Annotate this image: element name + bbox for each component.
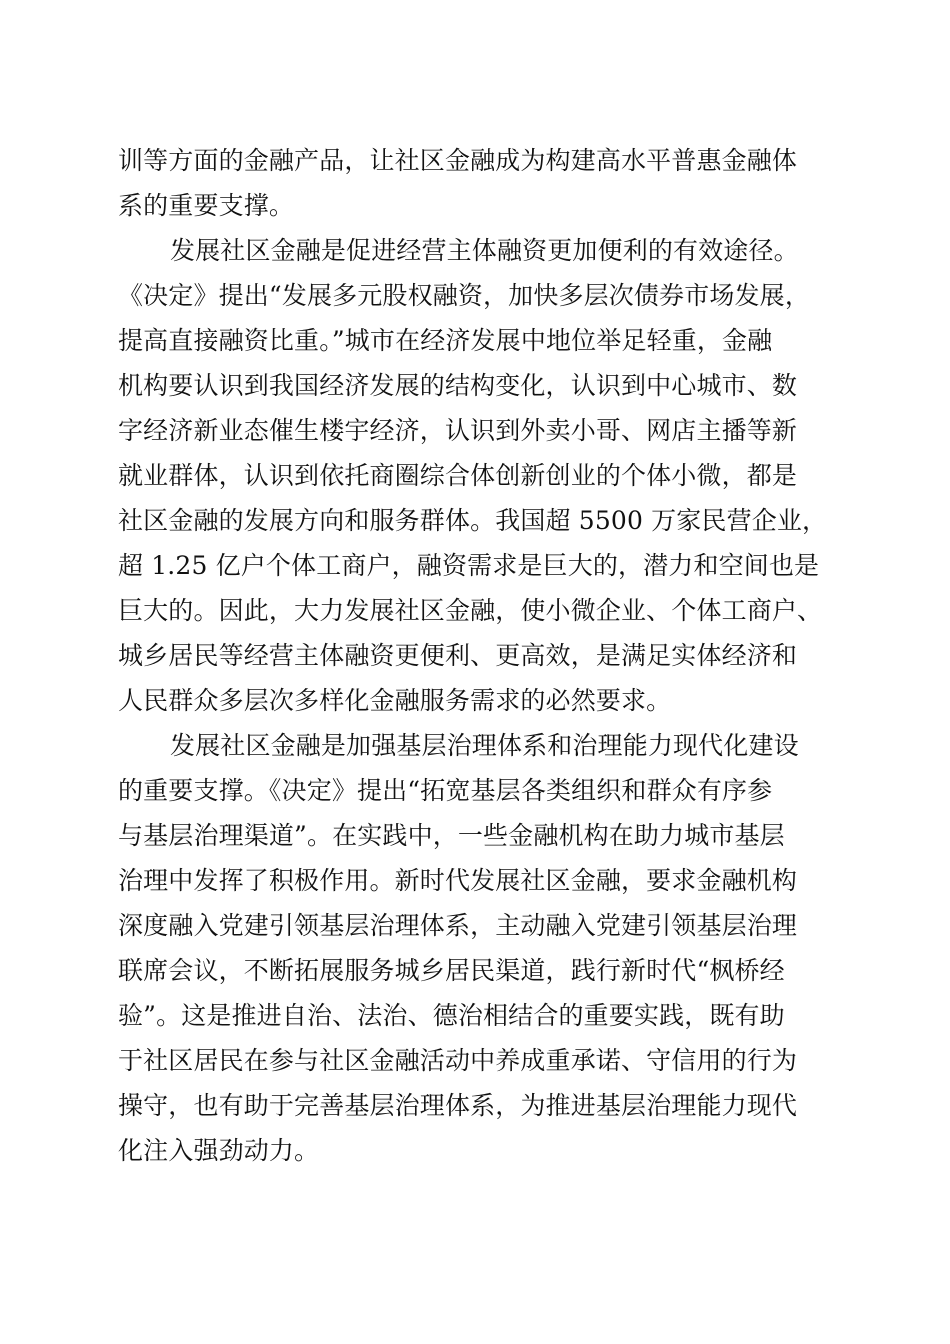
text-line: 机构要认识到我国经济发展的结构变化，认识到中心城市、数 [118,371,798,400]
text-line: 深度融入党建引领基层治理体系，主动融入党建引领基层治理 [118,911,798,940]
paragraph-1 [118,138,838,228]
text-line: 联席会议，不断拓展服务城乡居民渠道，践行新时代“枫桥经 [118,956,785,985]
text-line: 训等方面的金融产品，让社区金融成为构建高水平普惠金融体 [118,146,798,175]
text-line: 就业群体，认识到依托商圈综合体创新创业的个体小微，都是 [118,461,798,490]
text-line: 《决定》提出“发展多元股权融资，加快多层次债券市场发展， [118,281,810,310]
paragraph-3 [118,723,838,1173]
text-line: 发展社区金融是加强基层治理体系和治理能力现代化建设 [170,731,799,760]
text-line: 提高直接融资比重。”城市在经济发展中地位举足轻重，金融 [118,326,773,355]
text-line: 字经济新业态催生楼宇经济，认识到外卖小哥、网店主播等新 [118,416,798,445]
text-line: 巨大的。因此，大力发展社区金融，使小微企业、个体工商户、 [118,596,823,625]
text-line: 与基层治理渠道”。在实践中，一些金融机构在助力城市基层 [118,821,785,850]
body-text [118,138,838,1173]
text-line: 城乡居民等经营主体融资更便利、更高效，是满足实体经济和 [118,641,798,670]
text-line: 人民群众多层次多样化金融服务需求的必然要求。 [118,686,672,715]
text-line: 系的重要支撑。 [118,191,295,220]
text-line: 发展社区金融是促进经营主体融资更加便利的有效途径。 [170,236,799,265]
text-line: 验”。这是推进自治、法治、德治相结合的重要实践，既有助 [118,1001,785,1030]
text-line: 社区金融的发展方向和服务群体。我国超 5500 万家民营企业， [118,506,828,535]
text-line: 超 1.25 亿户个体工商户，融资需求是巨大的，潜力和空间也是 [118,551,820,580]
text-line: 化注入强劲动力。 [118,1136,320,1165]
paragraph-2 [118,228,838,723]
text-line: 的重要支撑。《决定》提出“拓宽基层各类组织和群众有序参 [118,776,773,805]
text-line: 于社区居民在参与社区金融活动中养成重承诺、守信用的行为 [118,1046,798,1075]
text-line: 操守，也有助于完善基层治理体系，为推进基层治理能力现代 [118,1091,798,1120]
text-line: 治理中发挥了积极作用。新时代发展社区金融，要求金融机构 [118,866,798,895]
